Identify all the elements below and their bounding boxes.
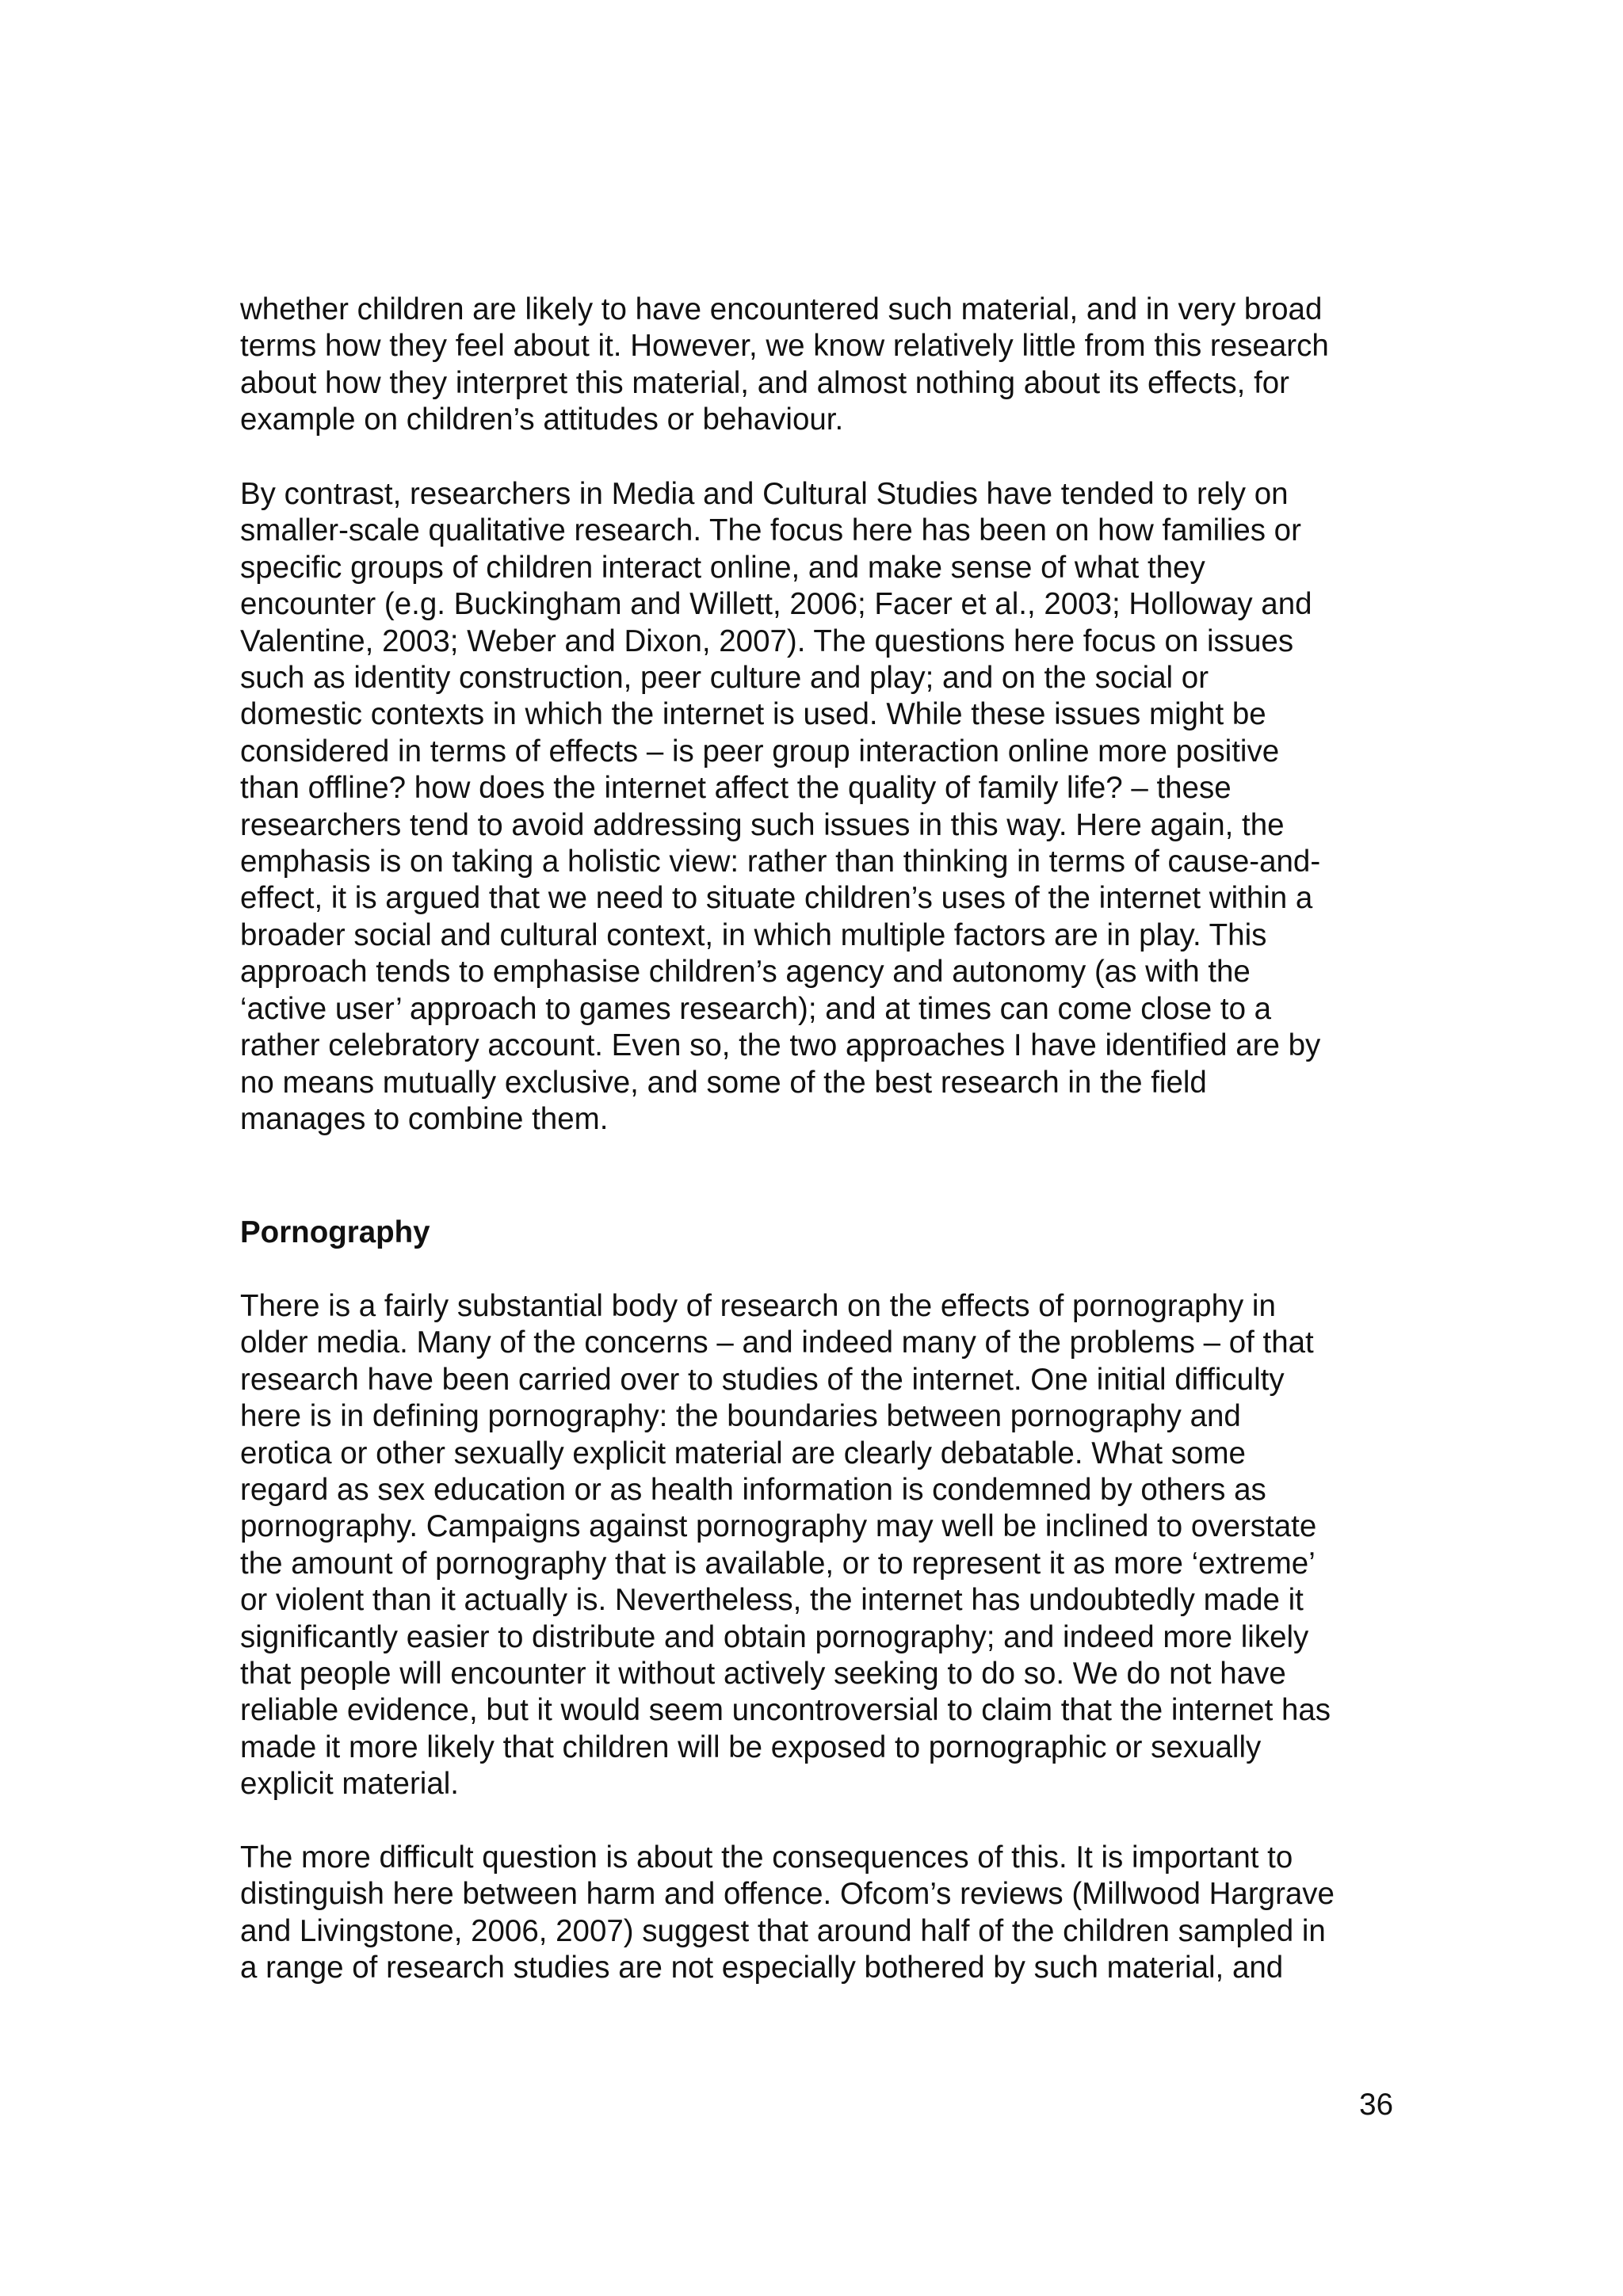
body-paragraph: By contrast, researchers in Media and Cultural Studies have tended to rely on smaller-scale qualitative research. The focus here has been on how families or specific groups of children interact online, and make sense of what they encounter (e.g. Buckingham and Willett, 2006; Facer et al., 2003; Holloway and Valentine, 2003; Weber and Dixon, 2007). The questions here focus on issues such as identity construction, peer culture and play; and on the social or domestic contexts in which the internet is used. While these issues might be considered in terms of effects – is peer group interaction online more positive than offline? how does the internet affect the quality of family life? – these researchers tend to avoid addressing such issues in this way. Here again, the emphasis is on taking a holistic view: rather than thinking in terms of cause-and- effect, it is argued that we need to situate children’s uses of the internet within a broader social and cultural context, in which multiple factors are in play. This approach tends to emphasise children’s agency and autonomy (as with the ‘active user’ approach to games research); and at times can come close to a rather celebratory account. Even so, the two approaches I have identified are by no means mutually exclusive, and some of the best research in the field manages to combine them. bbox=[240, 477, 1321, 1136]
body-paragraph: whether children are likely to have encountered such material, and in very broad terms how they feel about it. However, we know relatively little from this research about how they interpret this material, and almost nothing about its effects, for example on children’s attitudes or behaviour. bbox=[240, 292, 1329, 437]
body-paragraph: There is a fairly substantial body of research on the effects of pornography in older media. Many of the concerns – and indeed many of the problems – of that research have been carried over to studies of the internet. One initial difficulty here is in defining pornography: the boundaries between pornography and erotica or other sexually explicit material are clearly debatable. What some regard as sex education or as health information is condemned by others as pornography. Campaigns against pornography may well be inclined to overstate the amount of pornography that is available, or to represent it as more ‘extreme’ or violent than it actually is. Nevertheless, the internet has undoubtedly made it significantly easier to distribute and obtain pornography; and indeed more likely that people will encounter it without actively seeking to do so. We do not have reliable evidence, but it would seem uncontroversial to claim that the internet has made it more likely that children will be exposed to pornographic or sexually explicit material. bbox=[240, 1289, 1331, 1802]
body-paragraph: The more difficult question is about the consequences of this. It is important to distinguish here between harm and offence. Ofcom’s reviews (Millwood Hargrave and Livingstone, 2006, 2007) suggest that around half of the children sampled in a range of research studies are not especially bothered by such material, and bbox=[240, 1840, 1335, 1985]
page-number: 36 bbox=[1359, 2088, 1393, 2122]
section-heading: Pornography bbox=[240, 1215, 430, 1249]
